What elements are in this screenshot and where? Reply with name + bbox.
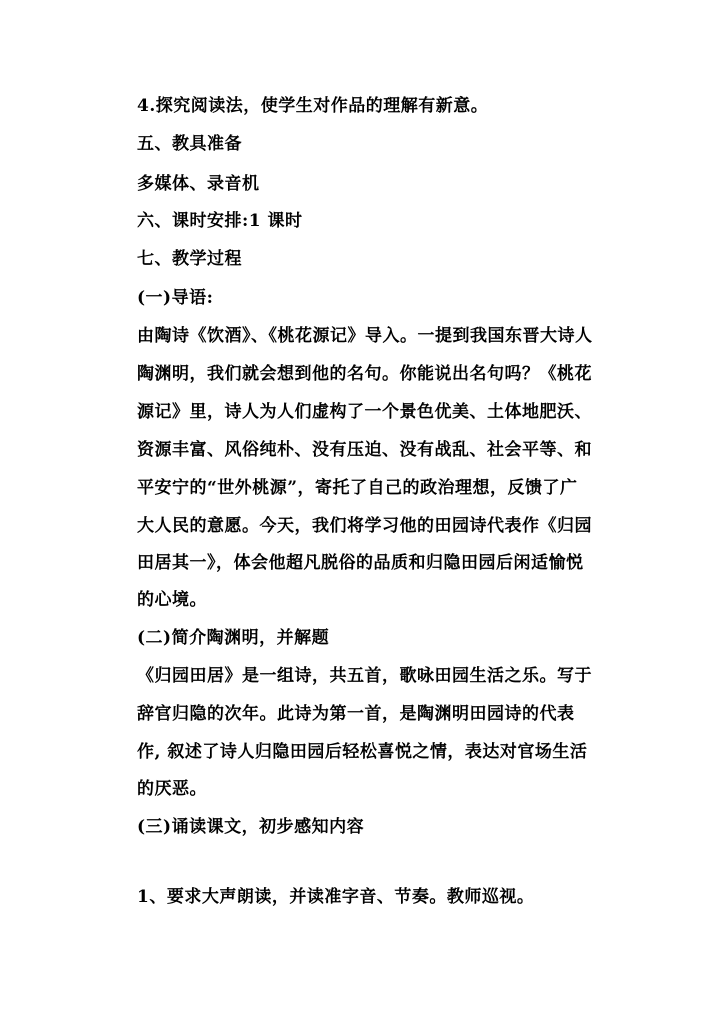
section-heading: 五、教具准备 xyxy=(137,134,242,154)
paragraph-line: 陶渊明，我们就会想到他的名句。你能说出名句吗？《桃花 xyxy=(137,364,592,384)
paragraph-line: 田居其一》，体会他超凡脱俗的品质和归隐田园后闲适愉悦 xyxy=(137,553,584,573)
subsection-heading: (三)诵读课文，初步感知内容 xyxy=(137,817,365,837)
paragraph-line: 资源丰富、风俗纯朴、没有压迫、没有战乱、社会平等、和 xyxy=(137,440,592,460)
list-item: 1、要求大声朗读，并读准字音、节奏。教师巡视。 xyxy=(137,887,535,907)
paragraph-line: 源记》里，诗人为人们虚构了一个景色优美、土体地肥沃、 xyxy=(137,402,592,422)
section-heading: 六、课时安排:1 课时 xyxy=(137,211,303,231)
subsection-heading: (二)简介陶渊明，并解题 xyxy=(137,628,330,648)
paragraph-line: 《归园田居》是一组诗，共五首，歌咏田园生活之乐。写于 xyxy=(137,666,592,686)
paragraph-line: 平安宁的“世外桃源”，寄托了自己的政治理想，反馈了广 xyxy=(137,478,578,498)
paragraph-line: 辞官归隐的次年。此诗为第一首，是陶渊明田园诗的代表 xyxy=(137,704,575,724)
paragraph-line: 由陶诗《饮酒》、《桃花源记》导入。一提到我国东晋大诗人 xyxy=(137,326,593,346)
paragraph-line: 大人民的意愿。今天，我们将学习他的田园诗代表作《归园 xyxy=(137,516,592,536)
text-line: 4.探究阅读法，使学生对作品的理解有新意。 xyxy=(137,96,489,116)
paragraph-line: 作, 叙述了诗人归隐田园后轻松喜悦之情，表达对官场生活 xyxy=(137,742,588,762)
paragraph-line: 的厌恶。 xyxy=(137,779,207,799)
paragraph-line: 的心境。 xyxy=(137,590,207,610)
text-line: 多媒体、录音机 xyxy=(137,174,260,194)
subsection-heading: (一)导语: xyxy=(137,288,214,308)
section-heading: 七、教学过程 xyxy=(137,249,242,269)
